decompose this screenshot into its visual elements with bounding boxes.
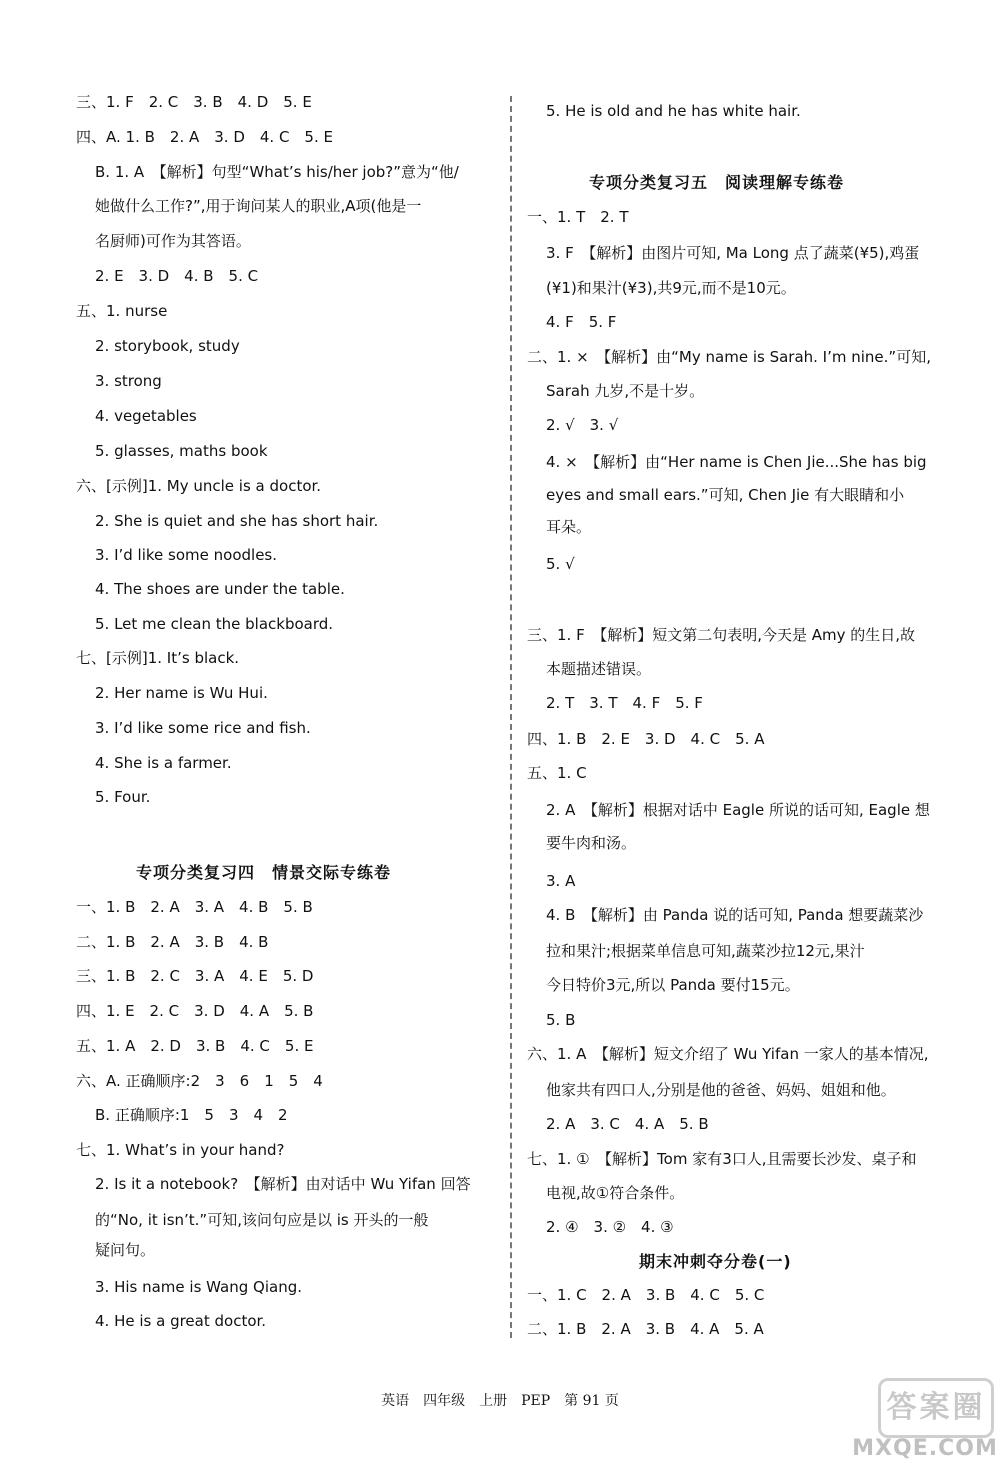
answer-line: 5. √ (546, 555, 575, 573)
answer-line: 3. His name is Wang Qiang. (95, 1278, 302, 1296)
answer-line: 电视,故①符合条件。 (546, 1184, 685, 1202)
answer-line: 4. F 5. F (546, 313, 617, 331)
answer-line: 二、1. × 【解析】由“My name is Sarah. I’m nine.”可知, (527, 348, 931, 366)
answer-line: 5. glasses, maths book (95, 442, 268, 460)
page-footer: 英语 四年级 上册 PEP 第 91 页 (381, 1393, 619, 1409)
answer-line: 4. The shoes are under the table. (95, 580, 345, 598)
answer-line: 二、1. B 2. A 3. B 4. B (76, 933, 269, 951)
answer-line: 拉和果汁;根据菜单信息可知,蔬菜沙拉12元,果汁 (546, 942, 865, 960)
section-title: 专项分类复习五 阅读理解专练卷 (589, 173, 845, 192)
answer-line: 5. He is old and he has white hair. (546, 102, 801, 120)
answer-line: 一、1. B 2. A 3. A 4. B 5. B (76, 898, 313, 916)
answer-line: 2. ④ 3. ② 4. ③ (546, 1218, 674, 1236)
answer-line: 2. A 【解析】根据对话中 Eagle 所说的话可知, Eagle 想 (546, 801, 930, 819)
answer-line: 2. Her name is Wu Hui. (95, 684, 268, 702)
answer-line: 三、1. F 【解析】短文第二句表明,今天是 Amy 的生日,故 (527, 626, 916, 644)
answer-line: 今日特价3元,所以 Panda 要付15元。 (546, 976, 800, 994)
answer-line: 五、1. nurse (76, 302, 168, 320)
answer-line: 4. × 【解析】由“Her name is Chen Jie...She has big (546, 453, 927, 471)
answer-line: 3. A (546, 872, 576, 890)
answer-line: 四、A. 1. B 2. A 3. D 4. C 5. E (76, 128, 333, 146)
answer-line: 本题描述错误。 (546, 660, 652, 678)
answer-line: 2. √ 3. √ (546, 416, 619, 434)
answer-line: 四、1. E 2. C 3. D 4. A 5. B (76, 1002, 314, 1020)
answer-line: 她做什么工作?”,用于询问某人的职业,A项(他是一 (95, 197, 422, 215)
watermark-logo (850, 1378, 1000, 1466)
answer-line: 四、1. B 2. E 3. D 4. C 5. A (527, 730, 765, 748)
answer-line: 2. A 3. C 4. A 5. B (546, 1115, 709, 1133)
answer-line: 五、1. C (527, 764, 587, 782)
section-title: 专项分类复习四 情景交际专练卷 (136, 863, 392, 882)
answer-line: 4. vegetables (95, 407, 197, 425)
answer-line: 六、A. 正确顺序:2 3 6 1 5 4 (76, 1072, 323, 1090)
answer-line: 的“No, it isn’t.”可知,该问句应是以 is 开头的一般 (95, 1211, 429, 1229)
answer-line: B. 1. A 【解析】句型“What’s his/her job?”意为“他/ (95, 163, 459, 181)
answer-line: 要牛肉和汤。 (546, 834, 637, 852)
answer-line: 他家共有四口人,分别是他的爸爸、妈妈、姐姐和他。 (546, 1081, 896, 1099)
answer-line: Sarah 九岁,不是十岁。 (546, 382, 705, 400)
answer-line: B. 正确顺序:1 5 3 4 2 (95, 1106, 288, 1124)
answer-line: 2. She is quiet and she has short hair. (95, 512, 379, 530)
answer-line: 3. F 【解析】由图片可知, Ma Long 点了蔬菜(¥5),鸡蛋 (546, 244, 920, 262)
answer-line: 3. strong (95, 372, 162, 390)
answer-line: 五、1. A 2. D 3. B 4. C 5. E (76, 1037, 314, 1055)
answer-line: 三、1. B 2. C 3. A 4. E 5. D (76, 967, 314, 985)
answer-line: 2. T 3. T 4. F 5. F (546, 694, 703, 712)
answer-line: 3. I’d like some rice and fish. (95, 719, 311, 737)
answer-line: eyes and small ears.”可知, Chen Jie 有大眼睛和小 (546, 486, 905, 504)
answer-line: 一、1. T 2. T (527, 208, 629, 226)
answer-line: 5. Let me clean the blackboard. (95, 615, 334, 633)
answer-line: 七、1. What’s in your hand? (76, 1141, 285, 1159)
answer-line: 4. B 【解析】由 Panda 说的话可知, Panda 想要蔬菜沙 (546, 906, 924, 924)
answer-line: 三、1. F 2. C 3. B 4. D 5. E (76, 93, 312, 111)
answer-line: 六、1. A 【解析】短文介绍了 Wu Yifan 一家人的基本情况, (527, 1045, 929, 1063)
answer-line: 2. E 3. D 4. B 5. C (95, 267, 259, 285)
answer-line: 2. Is it a notebook? 【解析】由对话中 Wu Yifan 回答 (95, 1175, 471, 1193)
answer-line: 5. B (546, 1011, 576, 1029)
answer-line: 5. Four. (95, 788, 151, 806)
answer-line: 耳朵。 (546, 518, 592, 536)
answer-line: 4. She is a farmer. (95, 754, 232, 772)
answer-line: 疑问句。 (95, 1241, 156, 1259)
answer-line: 3. I’d like some noodles. (95, 546, 278, 564)
answer-line: 七、1. ① 【解析】Tom 家有3口人,且需要长沙发、桌子和 (527, 1150, 917, 1168)
answer-line: 名厨师)可作为其答语。 (95, 232, 251, 250)
section-title: 期末冲刺夺分卷(一) (639, 1252, 792, 1271)
answer-line: 4. He is a great doctor. (95, 1312, 267, 1330)
watermark-text: MXQE.COM (852, 1436, 998, 1461)
answer-line: (¥1)和果汁(¥3),共9元,而不是10元。 (546, 279, 796, 297)
answer-line: 一、1. C 2. A 3. B 4. C 5. C (527, 1286, 765, 1304)
answer-line: 六、[示例]1. My uncle is a doctor. (76, 477, 322, 495)
watermark-mark: 答案圈 (878, 1378, 994, 1438)
answer-line: 二、1. B 2. A 3. B 4. A 5. A (527, 1320, 764, 1338)
answer-line: 2. storybook, study (95, 337, 240, 355)
column-divider (510, 96, 512, 1338)
answer-line: 七、[示例]1. It’s black. (76, 649, 240, 667)
